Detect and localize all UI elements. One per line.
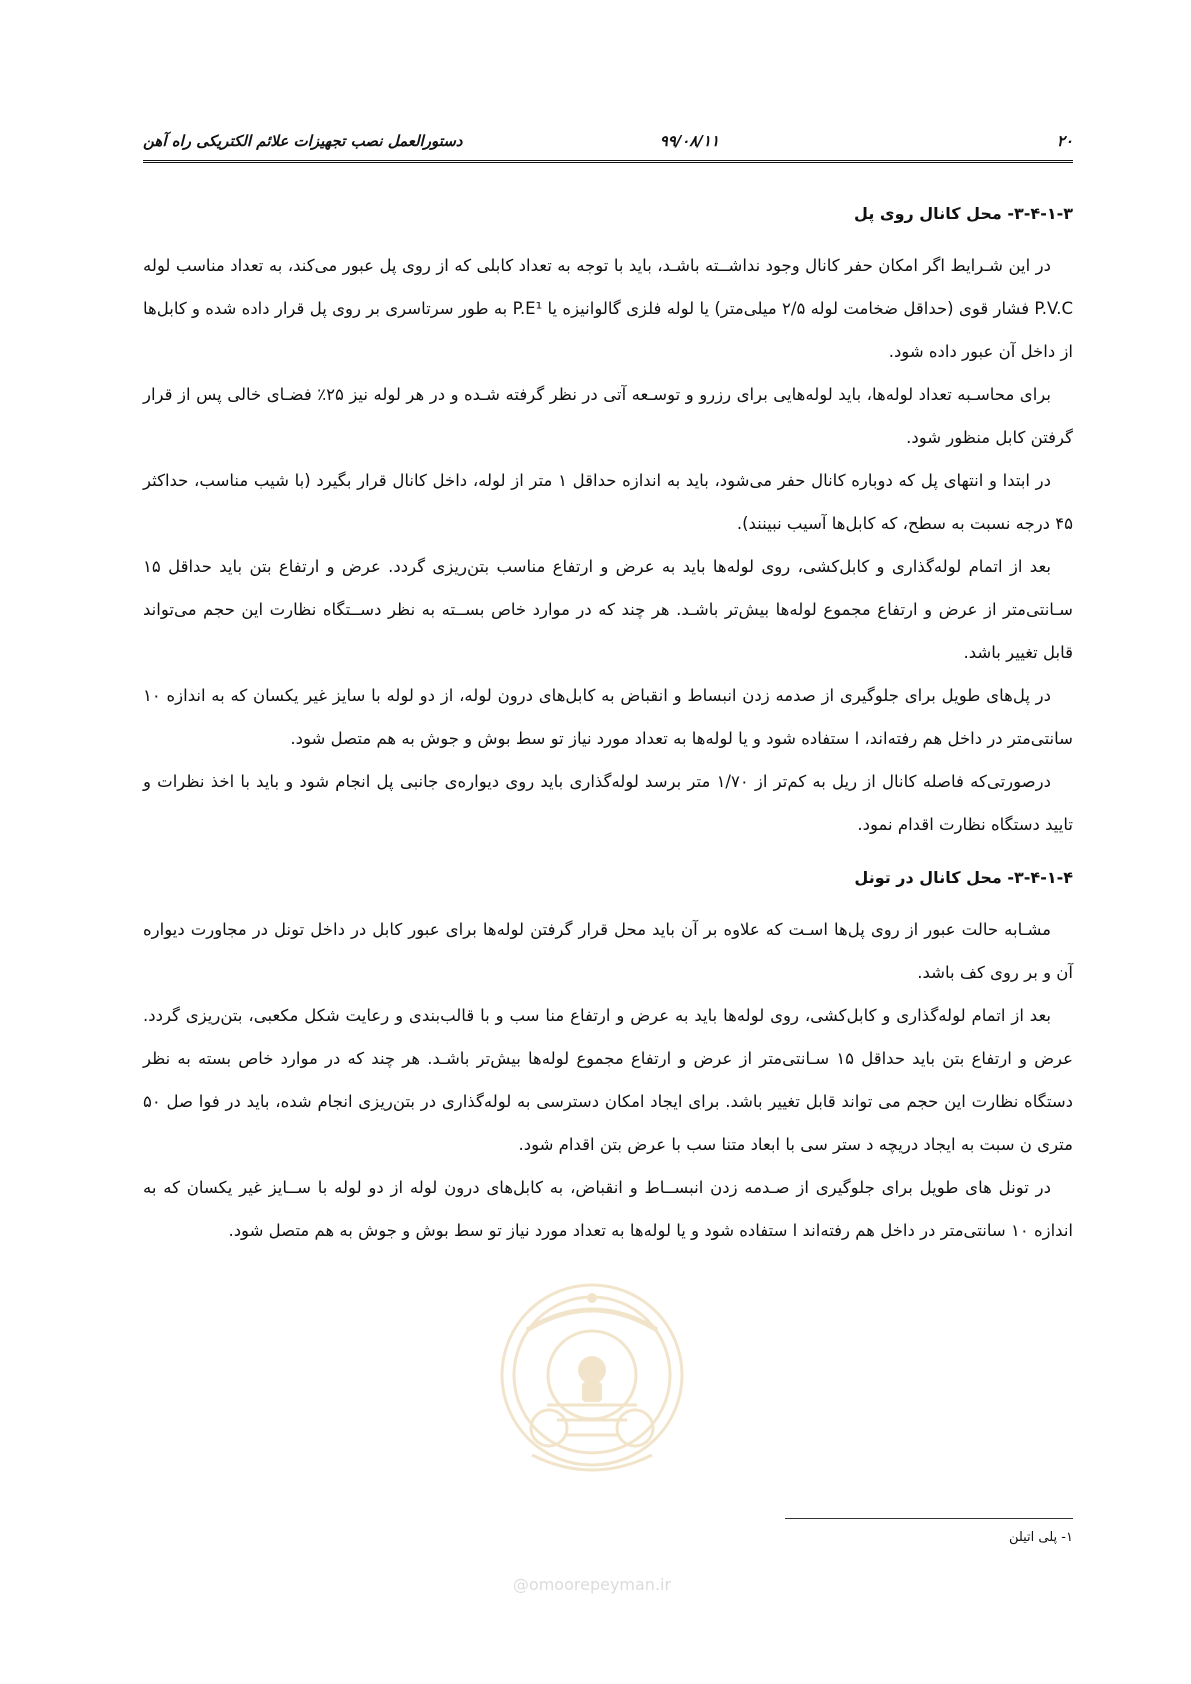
watermark-logo <box>487 1270 697 1630</box>
watermark-site: @omoorepeyman.ir <box>512 1575 672 1594</box>
section-heading: ۳-۴-۱-۴- محل کانال در تونل <box>854 868 1073 887</box>
footnote: ۱- پلی اتیلن <box>1008 1530 1073 1545</box>
page-number: ۲۰ <box>1056 132 1073 150</box>
paragraph: مشـابه حالت عبور از روی پل‌ها اسـت که علاوه بر آن باید محل قرار گرفتن لوله‌ها برای عبور کابل در داخل تونل در مجاورت دیواره آن و بر روی کف باشد. <box>143 920 1073 982</box>
paragraph: در پل‌های طویل برای جلوگیری از صدمه زدن انبساط و انقباض به کابل‌های درون لوله، از دو لوله با سایز غیر یکسان که به اندازه ۱۰ سانتی‌متر در داخل هم رفته‌اند، ا ستفاده شود و یا لوله‌ها به تعداد مورد نیاز تو سط بوش و جوش به هم متصل شود. <box>143 686 1073 748</box>
header-date: ۹۹/۰۸/۱۱ <box>659 132 719 150</box>
header-divider <box>143 160 1073 166</box>
paragraph: در ابتدا و انتهای پل که دوباره کانال حفر می‌شود، باید به اندازه حداقل ۱ متر از لوله، داخل کانال قرار بگیرد (با شیب مناسب، حداکثر ۴۵ درجه نسبت به سطح، که کابل‌ها آسیب نبینند). <box>143 471 1073 533</box>
paragraph: در این شـرایط اگر امکان حفر کانال وجود نداشــته باشـد، باید با توجه به تعداد کابلی که از روی پل عبور می‌کند، به تعداد مناسب لوله P.V.C فشار قوی (حداقل ضخامت لوله ۲/۵ میلی‌متر) یا لوله فلزی گالوانیزه یا P.E¹ به طور سرتاسری بر روی پل قرار داده شده و کابل‌ها از داخل آن عبور داده شود. <box>143 256 1073 361</box>
document-title: دستورالعمل نصب تجهیزات علائم الکتریکی راه آهن <box>143 132 463 150</box>
paragraph: درصورتی‌که فاصله کانال از ریل به کم‌تر از ۱/۷۰ متر برسد لوله‌گذاری باید روی دیواره‌ی جانبی پل انجام شود و باید با اخذ نظرات و تایید دستگاه نظارت اقدام نمود. <box>143 772 1073 834</box>
document-body <box>143 200 1073 1252</box>
paragraph: در تونل های طویل برای جلوگیری از صـدمه زدن انبســاط و انقباض، به کابل‌های درون لوله از دو لوله با ســایز غیر یکسان که به اندازه ۱۰ سانتی‌متر در داخل هم رفته‌اند ا ستفاده شود و یا لوله‌ها به تعداد مورد نیاز تو سط بوش و جوش به هم متصل شود. <box>143 1178 1073 1240</box>
section-tunnel-channel <box>143 864 1073 1252</box>
paragraph: بعد از اتمام لوله‌گذاری و کابل‌کشی، روی لوله‌ها باید به عرض و ارتفاع منا سب و با قالب‌بندی و رعایت شکل مکعبی، بتن‌ریزی گردد. عرض و ارتفاع بتن باید حداقل ۱۵ سـانتی‌متر از عرض و ارتفاع مجموع لوله‌ها بیش‌تر باشـد. هر چند که در موارد خاص بسته به نظر دستگاه نظارت این حجم می تواند قابل تغییر باشد. برای ایجاد امکان دسترسی به لوله‌گذاری در بتن‌ریزی انجام شده، باید در فوا صل ۵۰ متری ن سبت به ایجاد دریچه د ستر سی با ابعاد متنا سب با عرض بتن اقدام شود. <box>143 1006 1073 1154</box>
page-header <box>143 128 1073 158</box>
paragraph: برای محاسـبه تعداد لوله‌ها، باید لوله‌هایی برای رزرو و توسـعه آتی در نظر گرفته شـده و در هر لوله نیز ۲۵٪ فضـای خالی پس از قرار گرفتن کابل منظور شود. <box>143 385 1073 447</box>
seal-icon <box>487 1270 697 1630</box>
paragraph: بعد از اتمام لوله‌گذاری و کابل‌کشی، روی لوله‌ها باید به عرض و ارتفاع مناسب بتن‌ریزی گردد. عرض و ارتفاع بتن باید حداقل ۱۵ سـانتی‌متر از عرض و ارتفاع مجموع لوله‌ها بیش‌تر باشـد. هر چند که در موارد خاص بســته به نظر دســتگاه نظارت این حجم می‌تواند قابل تغییر باشد. <box>143 557 1073 662</box>
section-bridge-channel <box>143 200 1073 846</box>
section-heading: ۳-۴-۱-۳- محل کانال روی پل <box>854 204 1073 223</box>
footnote-divider <box>785 1518 1073 1519</box>
